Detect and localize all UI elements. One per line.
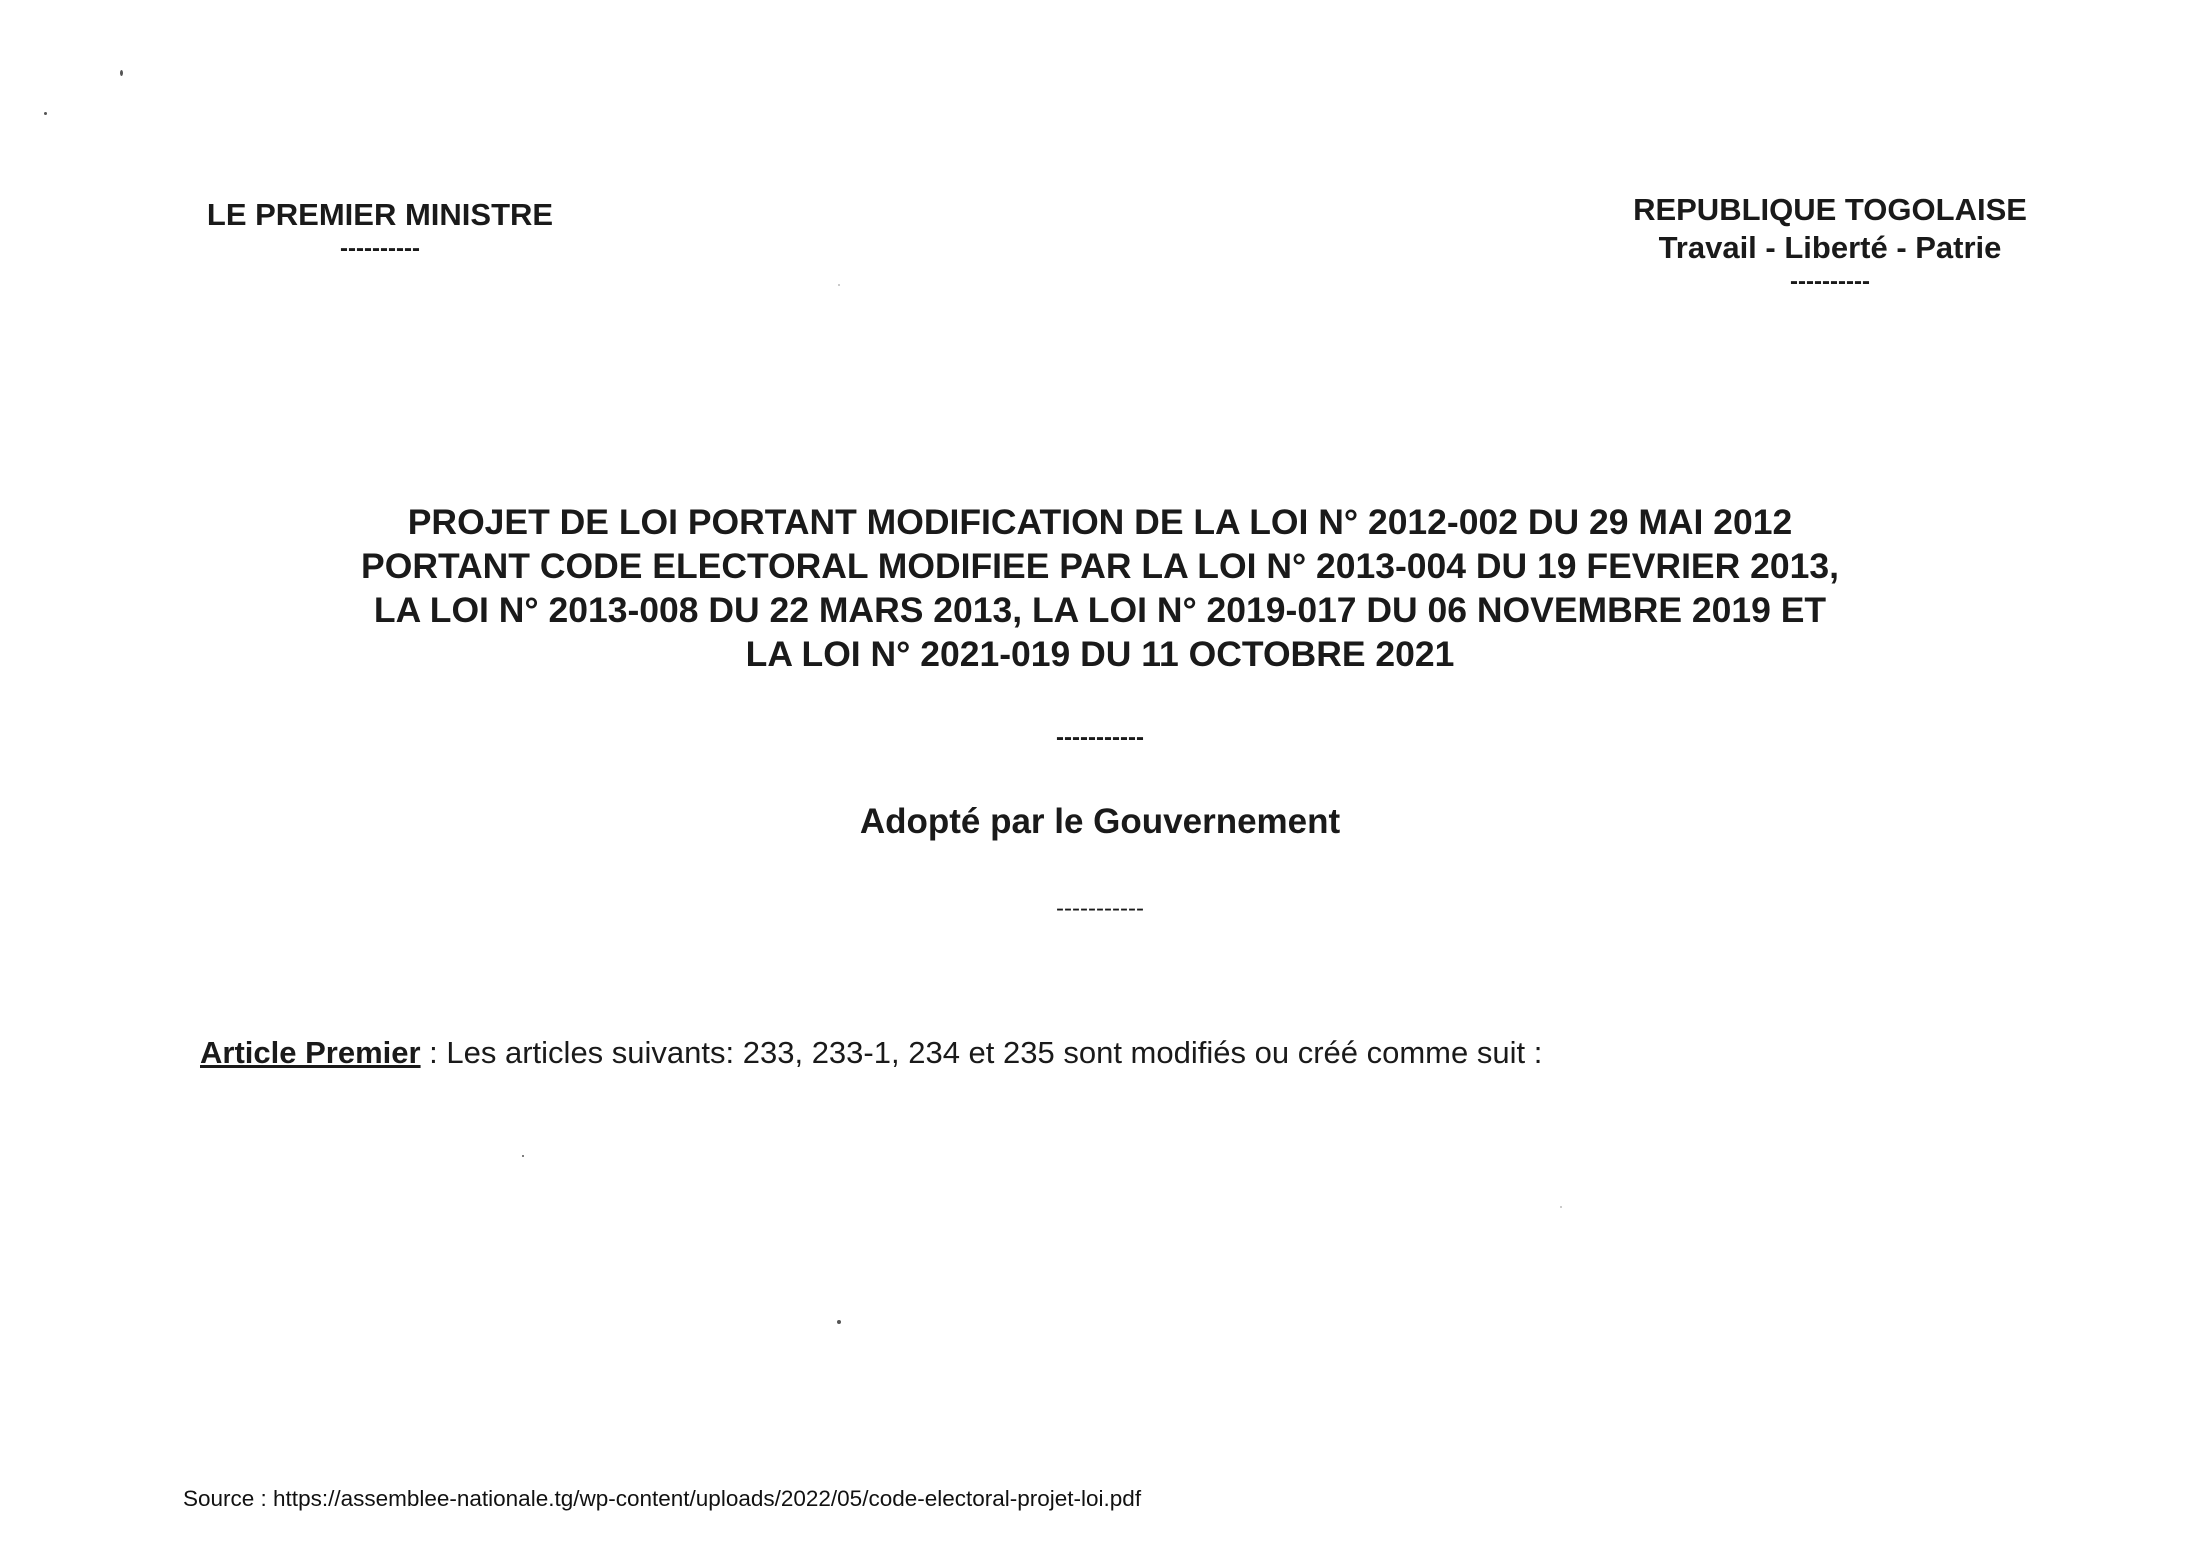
scan-speck	[44, 112, 47, 115]
prime-minister-title: LE PREMIER MINISTRE	[206, 197, 554, 232]
header-right-rule: ----------	[1790, 268, 1870, 295]
national-motto: Travail - Liberté - Patrie	[1658, 230, 2002, 265]
country-name: REPUBLIQUE TOGOLAISE	[1633, 192, 2027, 227]
scan-speck	[838, 284, 840, 286]
scan-speck	[522, 1155, 524, 1157]
article-label: Article Premier	[200, 1035, 421, 1070]
scan-speck	[837, 1320, 841, 1324]
header-right	[1560, 191, 2100, 297]
header-left	[190, 196, 570, 264]
source-line	[183, 1484, 1683, 1514]
article-premier	[200, 1033, 2000, 1073]
title-line: LA LOI N° 2013-008 DU 22 MARS 2013, LA LOI N° 2019-017 DU 06 NOVEMBRE 2019 ET	[373, 590, 1827, 630]
scan-speck	[1560, 1206, 1562, 1208]
separator-bottom: -----------	[1056, 895, 1144, 922]
title-line: PROJET DE LOI PORTANT MODIFICATION DE LA LOI N° 2012-002 DU 29 MAI 2012	[407, 502, 1793, 542]
header-left-rule: ----------	[340, 235, 420, 262]
separator-top: -----------	[1056, 724, 1144, 751]
title-line: LA LOI N° 2021-019 DU 11 OCTOBRE 2021	[745, 634, 1455, 674]
title-line: PORTANT CODE ELECTORAL MODIFIEE PAR LA LOI N° 2013-004 DU 19 FEVRIER 2013,	[361, 546, 1839, 586]
document-title	[300, 500, 1900, 676]
source-url: https://assemblee-nationale.tg/wp-content/uploads/2022/05/code-electoral-projet-loi.pdf	[273, 1486, 1142, 1511]
article-text: : Les articles suivants: 233, 233-1, 234 et 235 sont modifiés ou créé comme suit :	[420, 1035, 1543, 1070]
scan-speck	[120, 70, 123, 76]
adopted-statement: Adopté par le Gouvernement	[859, 802, 1341, 841]
source-label: Source :	[183, 1486, 274, 1511]
